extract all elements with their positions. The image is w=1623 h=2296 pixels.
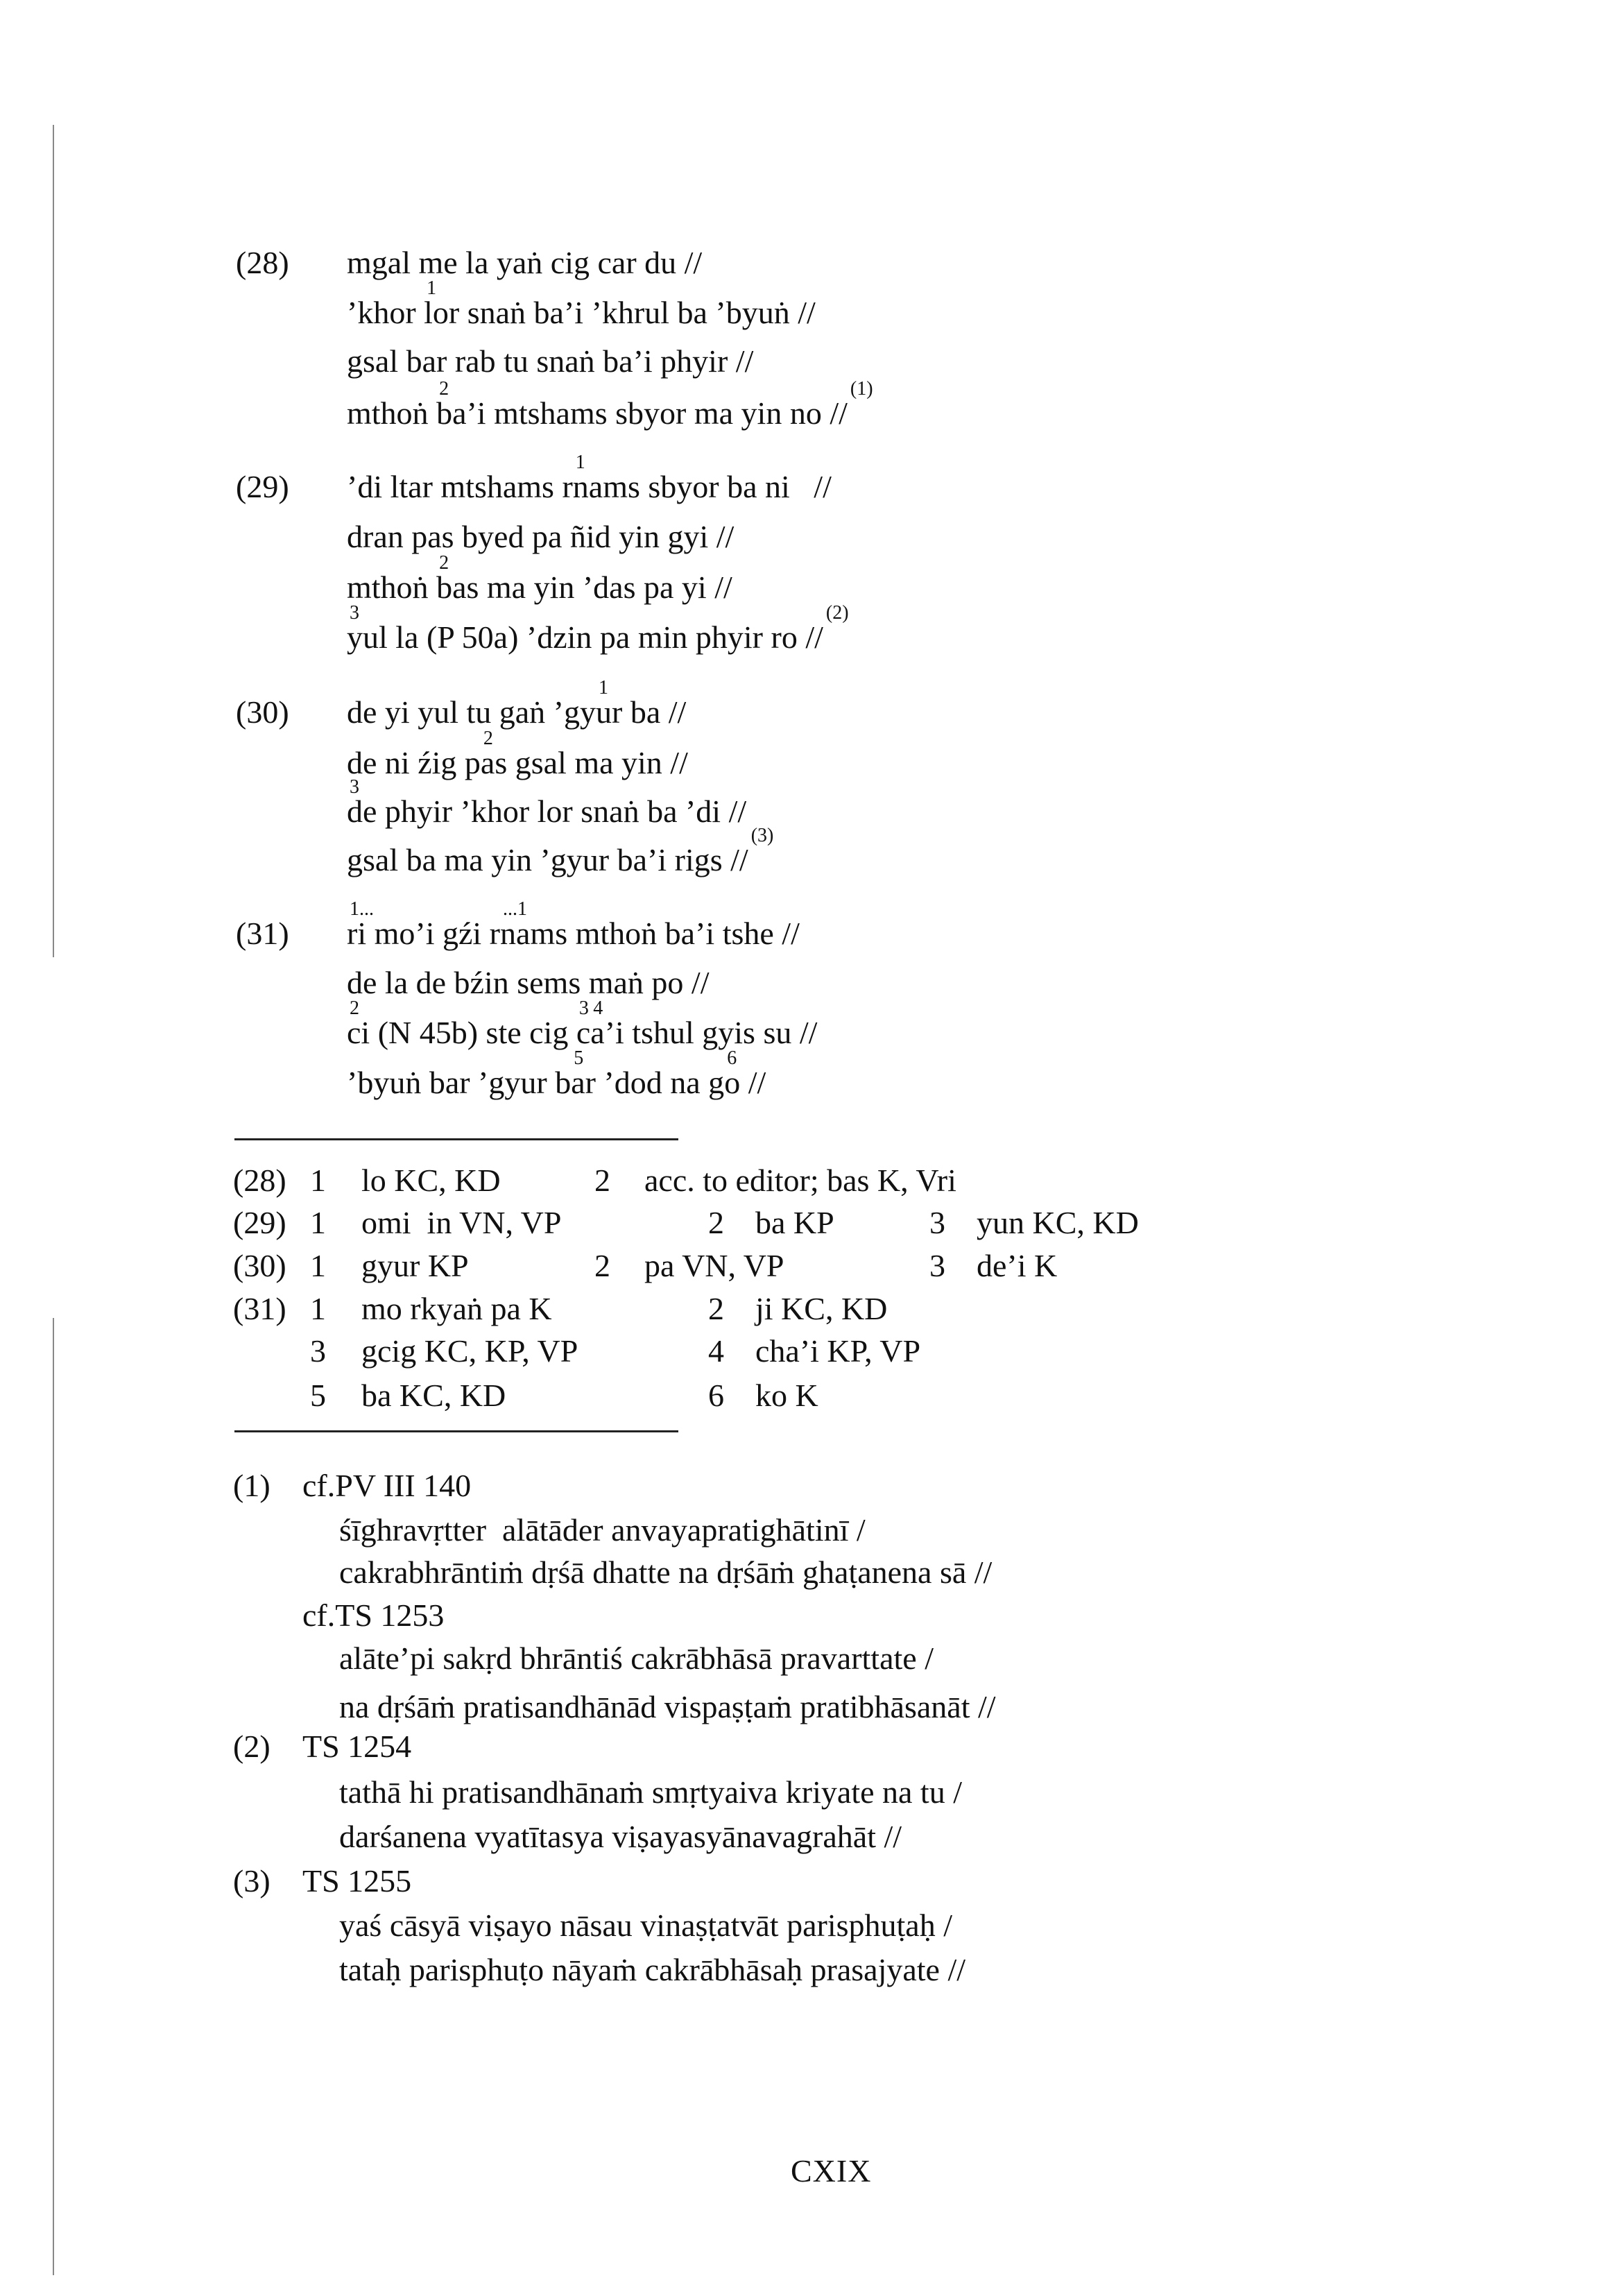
sanskrit-verse-line: cakrabhrāntiṁ dṛśā dhatte na dṛśāṁ ghaṭanena sā // bbox=[339, 1554, 993, 1590]
apparatus-note-number: 2 bbox=[708, 1291, 724, 1326]
verse-text: ri m bbox=[347, 916, 400, 951]
verse-text: mthoṅ bbox=[347, 569, 437, 605]
note-source-reference: cf.PV III 140 bbox=[302, 1468, 472, 1503]
verse-text: de yi yul tu gaṅ ’gy bbox=[347, 694, 596, 730]
verse-text: de ni źig p bbox=[347, 745, 481, 780]
verse-line bbox=[347, 247, 702, 279]
verse-number: (28) bbox=[236, 245, 289, 280]
apparatus-note-number: 1 bbox=[310, 1205, 326, 1240]
scan-margin-line bbox=[53, 125, 54, 957]
verse-text: o’i gźi r bbox=[399, 916, 501, 951]
apparatus-reading: gyur KP bbox=[361, 1248, 469, 1283]
apparatus-reading: ba KC, KD bbox=[361, 1378, 506, 1413]
page-number: CXIX bbox=[791, 2153, 872, 2188]
verse-text: ’di ltar mtshams r bbox=[347, 469, 573, 504]
apparatus-verse-number: (29) bbox=[233, 1205, 286, 1240]
sanskrit-verse-line: darśanena vyatītasya viṣayasyānavagrahāt // bbox=[339, 1819, 902, 1854]
apparatus-reading: acc. to editor; bas K, Vri bbox=[644, 1163, 956, 1198]
variant-marker-number: 5 bbox=[574, 1047, 584, 1069]
verse-text: nams sbyor ba ni // bbox=[572, 469, 832, 504]
apparatus-reading: lo KC, KD bbox=[361, 1163, 501, 1198]
apparatus-bottom-rule bbox=[234, 1430, 678, 1432]
verse-text: c bbox=[347, 1015, 361, 1050]
scan-margin-line bbox=[53, 1318, 54, 2275]
sanskrit-verse-line: alāte’pi sakṛd bhrāntiś cakrābhāsā pravarttate / bbox=[339, 1640, 934, 1676]
verse-text: e phyir ’khor lor snaṅ ba ’di // bbox=[363, 794, 747, 829]
footnote-ref-number: (2) bbox=[825, 602, 849, 624]
apparatus-note-number: 6 bbox=[708, 1378, 724, 1413]
verse-line bbox=[347, 997, 818, 1050]
verse-text: bas ma yin ’das pa yi // bbox=[436, 569, 732, 605]
apparatus-reading: de’i K bbox=[977, 1248, 1058, 1283]
variant-marker-number: 1... bbox=[350, 898, 374, 920]
apparatus-note-number: 2 bbox=[594, 1163, 610, 1198]
verse-line bbox=[347, 776, 747, 829]
sanskrit-verse-line: yaś cāsyā viṣayo nāsau vinaṣṭatvāt parisphuṭaḥ / bbox=[339, 1908, 952, 1943]
verse-text: dran pas byed pa ñid yin gyi // bbox=[347, 519, 735, 554]
variant-marker-number: 3 bbox=[350, 776, 359, 798]
variant-marker-number: 4 bbox=[593, 997, 603, 1019]
apparatus-reading: gcig KC, KP, VP bbox=[361, 1333, 578, 1369]
verse-line bbox=[347, 898, 800, 951]
verse-line bbox=[347, 552, 732, 605]
apparatus-reading: cha’i KP, VP bbox=[755, 1333, 921, 1369]
verse-line bbox=[347, 1047, 766, 1100]
verse-line bbox=[347, 825, 774, 877]
verse-line bbox=[347, 277, 816, 330]
verse-text: o // bbox=[724, 1065, 766, 1100]
footnote-ref-number: (1) bbox=[850, 378, 873, 400]
note-source-reference: TS 1255 bbox=[302, 1863, 412, 1899]
sanskrit-verse-line: na dṛśāṁ pratisandhānād vispaṣṭaṁ pratibhāsanāt // bbox=[339, 1689, 996, 1724]
verse-line bbox=[347, 602, 849, 655]
apparatus-top-rule bbox=[234, 1138, 678, 1140]
verse-text: mthoṅ bbox=[347, 395, 437, 431]
apparatus-reading: ko K bbox=[755, 1378, 818, 1413]
verse-text: nams mthoṅ ba’i tshe // bbox=[500, 916, 800, 951]
sanskrit-verse-line: tathā hi pratisandhānaṁ smṛtyaiva kriyate na tu / bbox=[339, 1774, 962, 1810]
apparatus-note-number: 2 bbox=[708, 1205, 724, 1240]
apparatus-reading: pa VN, VP bbox=[644, 1248, 784, 1283]
verse-text: a’i tshul gyis su // bbox=[590, 1015, 818, 1050]
apparatus-reading: ba KP bbox=[755, 1205, 834, 1240]
verse-text: gsal ba ma yin ’gyur ba’i rigs // bbox=[347, 842, 748, 877]
variant-marker-number: 2 bbox=[350, 997, 359, 1019]
verse-text: ur ba // bbox=[596, 694, 687, 730]
verse-line bbox=[347, 728, 688, 780]
verse-number: (29) bbox=[236, 469, 289, 504]
variant-marker-number: 2 bbox=[439, 378, 449, 400]
verse-text: ul la (P 50a) ’dzin pa min phyir ro // bbox=[363, 619, 823, 655]
verse-text: gsal bar rab tu snaṅ ba’i phyir // bbox=[347, 343, 754, 379]
apparatus-note-number: 3 bbox=[929, 1248, 945, 1283]
verse-line bbox=[347, 452, 832, 504]
variant-marker-number: 3 bbox=[350, 602, 359, 624]
verse-line bbox=[347, 677, 687, 730]
verse-line bbox=[347, 967, 710, 999]
variant-marker-number: 1 bbox=[599, 677, 608, 699]
variant-marker-number: 3 bbox=[578, 997, 589, 1019]
variant-marker-number: 1 bbox=[427, 277, 437, 299]
verse-line bbox=[347, 378, 873, 431]
verse-line bbox=[347, 521, 734, 553]
verse-text: ar ’dod na g bbox=[571, 1065, 725, 1100]
apparatus-reading: omi in VN, VP bbox=[361, 1205, 562, 1240]
sanskrit-verse-line: tataḥ parisphuṭo nāyaṁ cakrābhāsaḥ prasajyate // bbox=[339, 1952, 966, 1987]
apparatus-reading: yun KC, KD bbox=[977, 1205, 1139, 1240]
variant-marker-number: ...1 bbox=[503, 898, 528, 920]
verse-text: i (N 45b) ste cig bbox=[361, 1015, 576, 1050]
verse-text: d bbox=[347, 794, 363, 829]
apparatus-note-number: 5 bbox=[310, 1378, 326, 1413]
verse-number: (30) bbox=[236, 694, 289, 730]
variant-marker-number: 1 bbox=[575, 452, 585, 473]
apparatus-note-number: 1 bbox=[310, 1163, 326, 1198]
note-number: (2) bbox=[233, 1729, 270, 1764]
variant-marker-number: 2 bbox=[483, 728, 493, 749]
variant-marker-number: 6 bbox=[727, 1047, 737, 1069]
apparatus-verse-number: (28) bbox=[233, 1163, 286, 1198]
verse-text: ba’i mtshams sbyor ma yin no // bbox=[436, 395, 848, 431]
verse-number: (31) bbox=[236, 916, 289, 951]
apparatus-reading: mo rkyaṅ pa K bbox=[361, 1291, 552, 1326]
verse-text: mgal me la yaṅ cig car du // bbox=[347, 245, 703, 280]
note-source-reference: TS 1254 bbox=[302, 1729, 412, 1764]
verse-text: c bbox=[576, 1015, 591, 1050]
note-number: (1) bbox=[233, 1468, 270, 1503]
apparatus-note-number: 1 bbox=[310, 1248, 326, 1283]
verse-line bbox=[347, 345, 753, 377]
verse-text: lor snaṅ ba’i ’khrul ba ’byuṅ // bbox=[424, 295, 816, 330]
apparatus-verse-number: (31) bbox=[233, 1291, 286, 1326]
note-source-reference: cf.TS 1253 bbox=[302, 1597, 445, 1633]
verse-text: ’khor bbox=[347, 295, 424, 330]
apparatus-note-number: 3 bbox=[929, 1205, 945, 1240]
apparatus-note-number: 4 bbox=[708, 1333, 724, 1369]
footnote-ref-number: (3) bbox=[750, 825, 774, 846]
verse-text: as gsal ma yin // bbox=[480, 745, 688, 780]
verse-text: y bbox=[347, 619, 363, 655]
apparatus-note-number: 3 bbox=[310, 1333, 326, 1369]
apparatus-note-number: 1 bbox=[310, 1291, 326, 1326]
verse-text: de la de bźin sems maṅ po // bbox=[347, 965, 710, 1000]
apparatus-note-number: 2 bbox=[594, 1248, 610, 1283]
note-number: (3) bbox=[233, 1863, 270, 1899]
apparatus-reading: ji KC, KD bbox=[755, 1291, 888, 1326]
sanskrit-verse-line: śīghravṛtter alātāder anvayapratighātinī / bbox=[339, 1512, 866, 1548]
apparatus-verse-number: (30) bbox=[233, 1248, 286, 1283]
verse-text: ’byuṅ bar ’gyur b bbox=[347, 1065, 572, 1100]
variant-marker-number: 2 bbox=[439, 552, 449, 574]
